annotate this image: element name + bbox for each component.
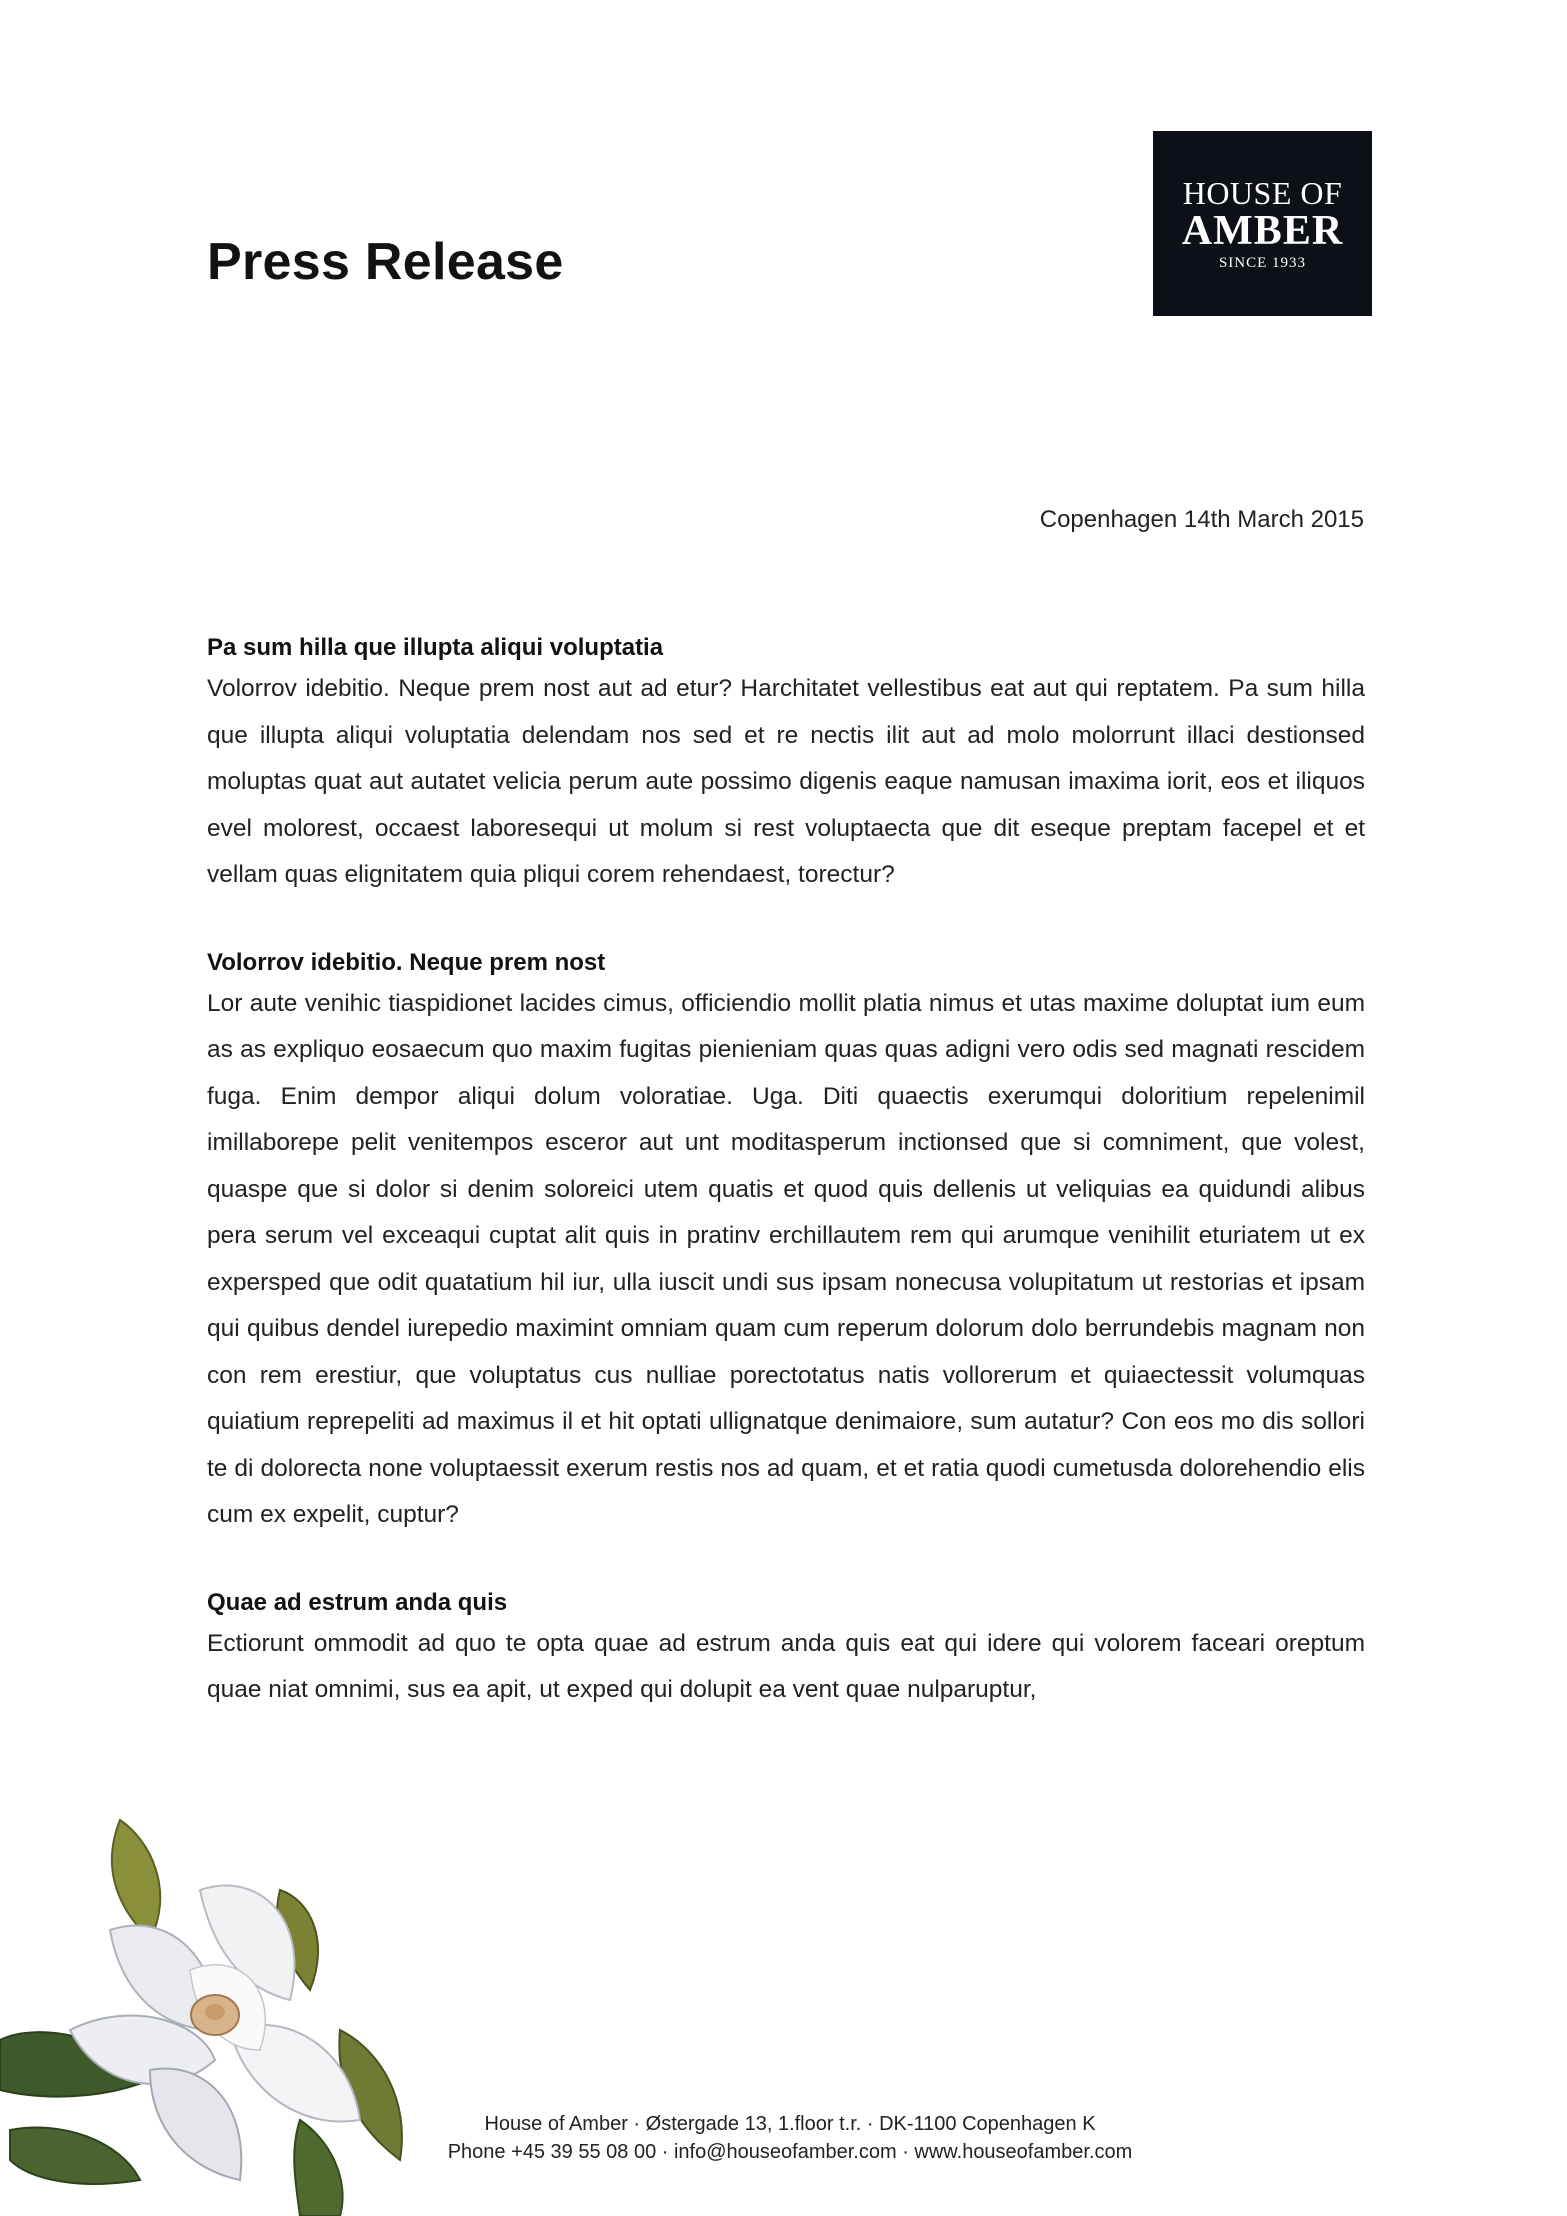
section-heading: Pa sum hilla que illupta aliqui voluptatia (207, 634, 664, 661)
logo-line-3: SINCE 1933 (1218, 255, 1307, 271)
section-body: Ectiorunt ommodit ad quo te opta quae ad estrum anda quis eat qui idere qui volorem faceari oreptum quae niat omnimi, sus ea apit, ut exped qui dolupit ea vent quae nulparuptur, (207, 1629, 1365, 1703)
footer-contact: Phone +45 39 55 08 00 · info@houseofamber.com · www.houseofamber.com (447, 2141, 1133, 2163)
dateline: Copenhagen 14th March 2015 (1039, 506, 1364, 533)
page-title: Press Release (207, 233, 564, 291)
magnolia-flower-icon (0, 1800, 440, 2216)
section-heading: Quae ad estrum anda quis (207, 1588, 508, 1616)
footer (380, 2110, 1200, 2166)
section-1 (207, 630, 1365, 899)
section-body: Lor aute venihic tiaspidionet lacides cimus, officiendio mollit platia nimus et utas maxime doluptat ium eum as as expliquo eosaecum quo maxim fugitas pienieniam quas quas adigni vero odis sed magnati rescidem fuga. Enim dempor aliqui dolum voloratiae. Uga. Diti quaectis exerumqui doloritium repelenimil imillaborepe pelit venitempos esceror aut unt moditasperum inctionsed que si comniment, que volest, quaspe que si dolor si denim soloreici utem quatis et quod quis dellenis ut veliquias ea quidundi alibus pera serum vel exceaqui cuptat alit quis in pratinv erchillautem rem qui arumque venihilit eturiatem ut ex expersped que odit quatatium hil iur, ulla iuscit undi sus ipsam nonecusa volupitatum ut restorias et ipsam qui quibus dendel iurepedio maximint omniam quam cum reperum dolorum dolo berrundebis magnam non con rem erestiur, que voluptatus cus nulliae porectotatus natis vollorerum et quiaectessit volumquas quiatium reprepeliti ad maximus il et hit optati ullignatque denimaiore, sum autatur? Con eos mo dis sollori te di dolorecta none voluptaessit exerum restis nos ad quam, et et ratia quodi cumetusda dolorehendio elis cum ex expelit, cuptur? (207, 989, 1365, 1528)
house-of-amber-logo (1153, 131, 1372, 316)
section-heading: Volorrov idebitio. Neque prem nost (207, 948, 606, 976)
logo-line-2: AMBER (1181, 208, 1344, 254)
press-release-body (207, 630, 1365, 1760)
section-3 (207, 1585, 1365, 1714)
section-2 (207, 945, 1365, 1539)
footer-address: House of Amber · Østergade 13, 1.floor t.r. · DK-1100 Copenhagen K (484, 2113, 1096, 2135)
logo-line-1: HOUSE OF (1182, 175, 1343, 211)
section-body: Volorrov idebitio. Neque prem nost aut ad etur? Harchitatet vellestibus eat aut qui reptatem. Pa sum hilla que illupta aliqui voluptatia delendam nos sed et re nectis ilit aut ad molo molorrunt illaci destionsed moluptas quat aut autatet velicia perum aute possimo digenis eaque namusan imaxima iorit, eos et iliquos evel molorest, occaest laboresequi ut molum si rest voluptaecta que dit eseque preptam facepel et et vellam quas elignitatem quia pliqui corem rehendaest, torectur? (207, 675, 1365, 888)
